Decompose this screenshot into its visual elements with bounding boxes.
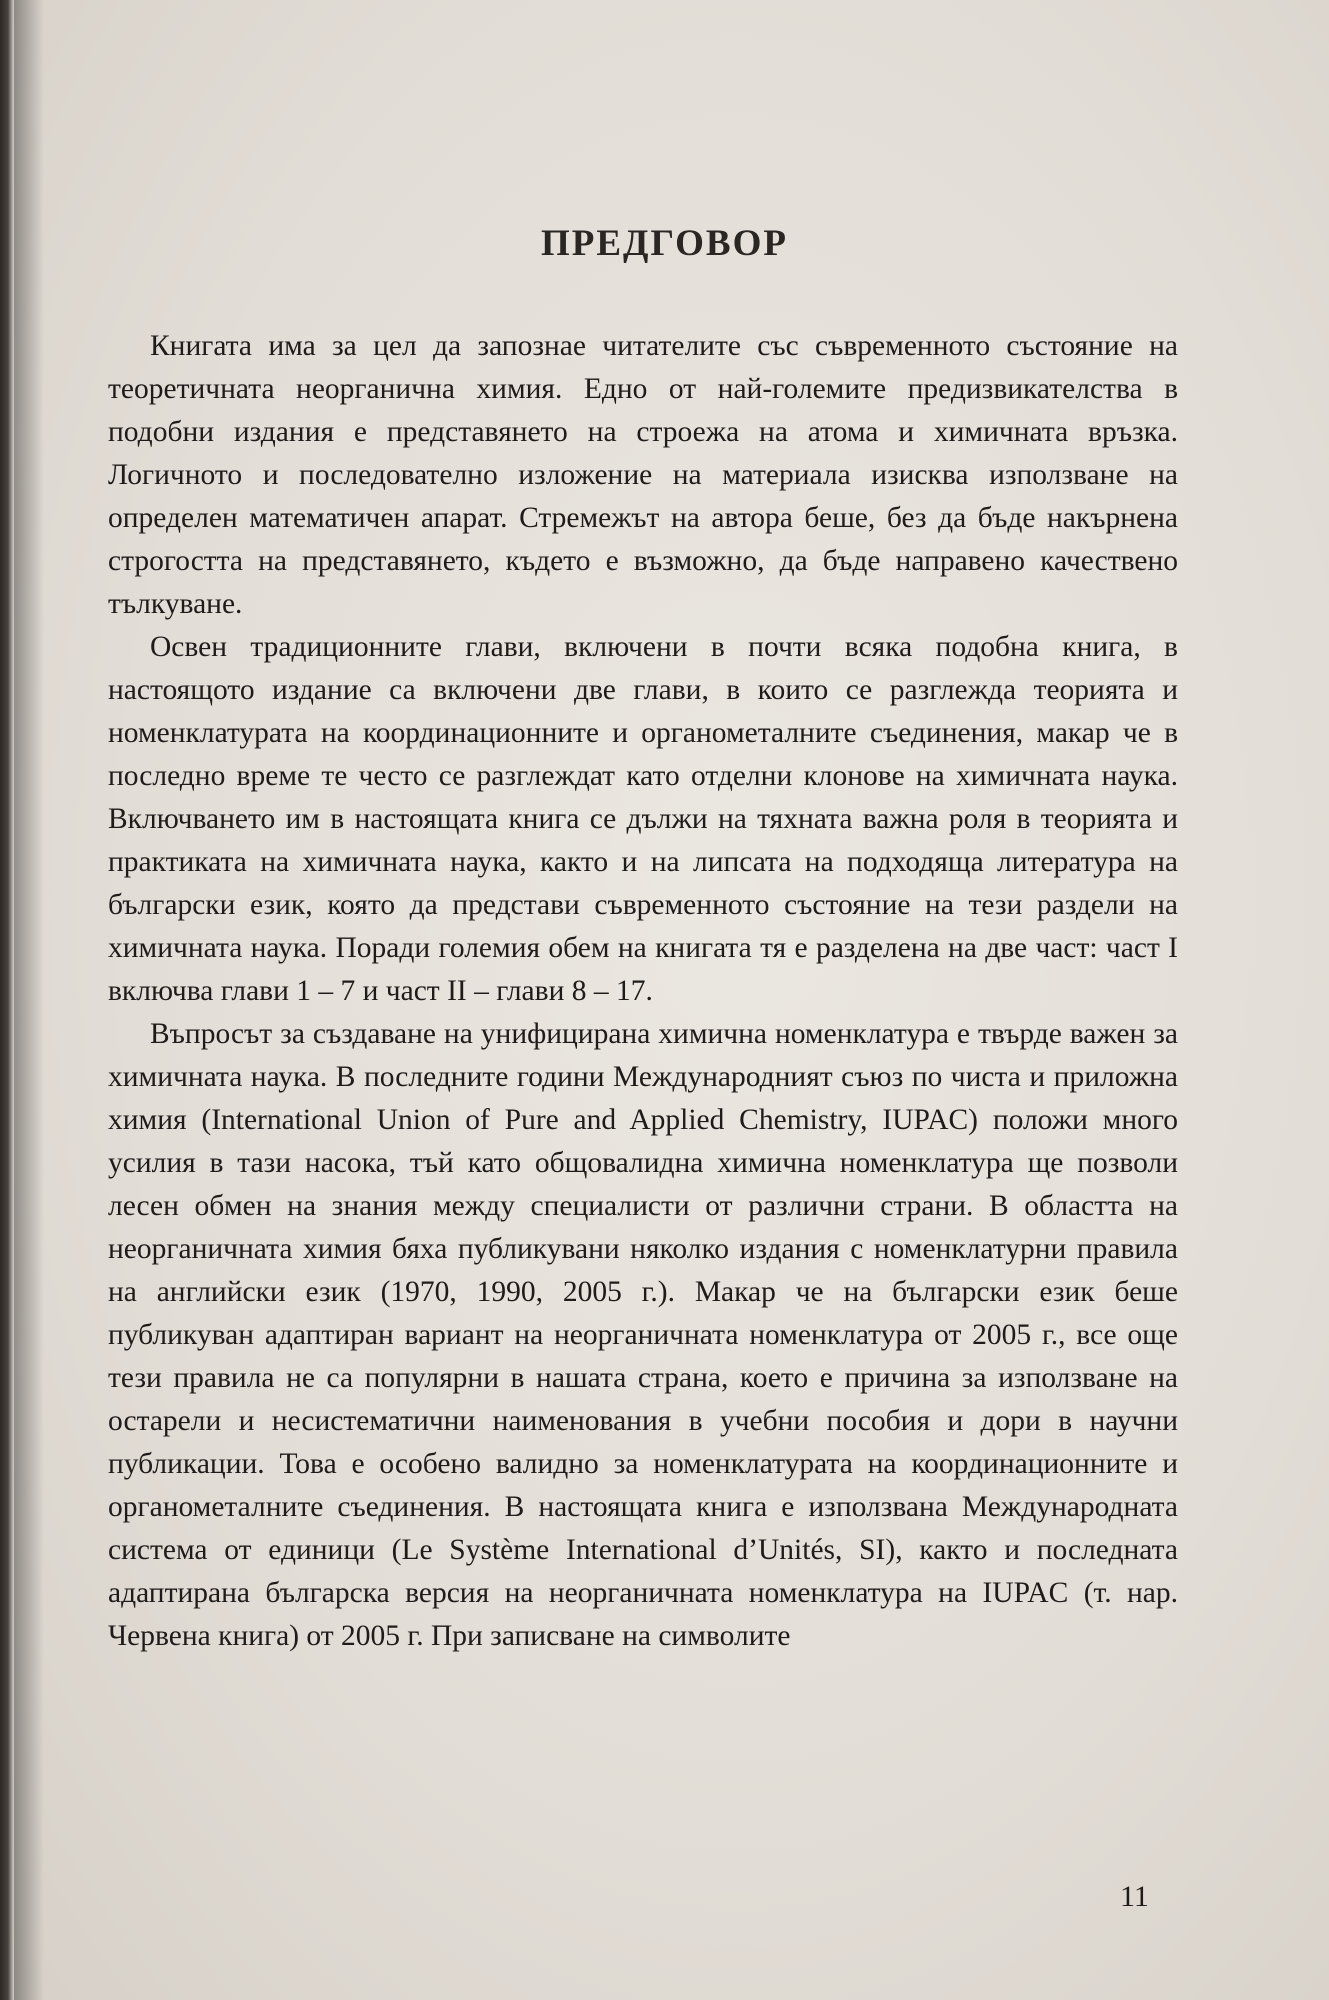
paragraph-3: Въпросът за създаване на унифицирана химична номенклатура е твърде важен за химичната наука. В последните години Международният съюз по чиста и приложна химия (International Union of Pure and Applied Chemistry, IUPAC) положи много усилия в тази насока, тъй като общовалидна химична номенклатура ще позволи лесен обмен на знания между специалисти от различни страни. В областта на неорганичната химия бяха публикувани няколко издания с номенклатурни правила на английски език (1970, 1990, 2005 г.). Макар че на български език беше публикуван адаптиран вариант на неорганичната номенклатура от 2005 г., все още тези правила не са популярни в нашата страна, което е причина за използване на остарели и несистематични наименования в учебни пособия и дори в научни публикации. Това е особено валидно за номенклатурата на координационните и органометалните съединения. В настоящата книга е използвана Международната система от единици (Le Système International d’Unités, SI), както и последната адаптирана българска версия на неорганичната номенклатура на IUPAC (т. нар. Червена книга) от 2005 г. При записване на символите bbox=[108, 1018, 1178, 1652]
paragraph-2: Освен традиционните глави, включени в почти всяка подобна книга, в настоящото издание са включени две глави, в които се разглежда теорията и номенклатурата на координационните и органометалните съединения, макар че в последно време те често се разглеждат като отделни клонове на химичната наука. Включването им в настоящата книга се дължи на тяхната важна роля в теорията и практиката на химичната наука, както и на липсата на подходяща литература на български език, която да представи съвременното състояние на тези раздели на химичната наука. Поради големия обем на книгата тя е разделена на две част: част I включва глави 1 – 7 и част II – глави 8 – 17. bbox=[108, 631, 1178, 1007]
page-number: 11 bbox=[1120, 1880, 1149, 1913]
body-text bbox=[108, 325, 1178, 1658]
paragraph-1: Книгата има за цел да запознае читателите със съвременното състояние на теоретичната неорганична химия. Едно от най-големите предизвикателства в подобни издания е представянето на строежа на атома и химичната връзка. Логичното и последователно изложение на материала изисква използване на определен математичен апарат. Стремежът на автора беше, без да бъде накърнена строгостта на представянето, където е възможно, да бъде направено качествено тълкуване. bbox=[108, 330, 1178, 620]
page-title: ПРЕДГОВОР bbox=[541, 223, 788, 264]
spine-shadow bbox=[14, 0, 44, 2000]
